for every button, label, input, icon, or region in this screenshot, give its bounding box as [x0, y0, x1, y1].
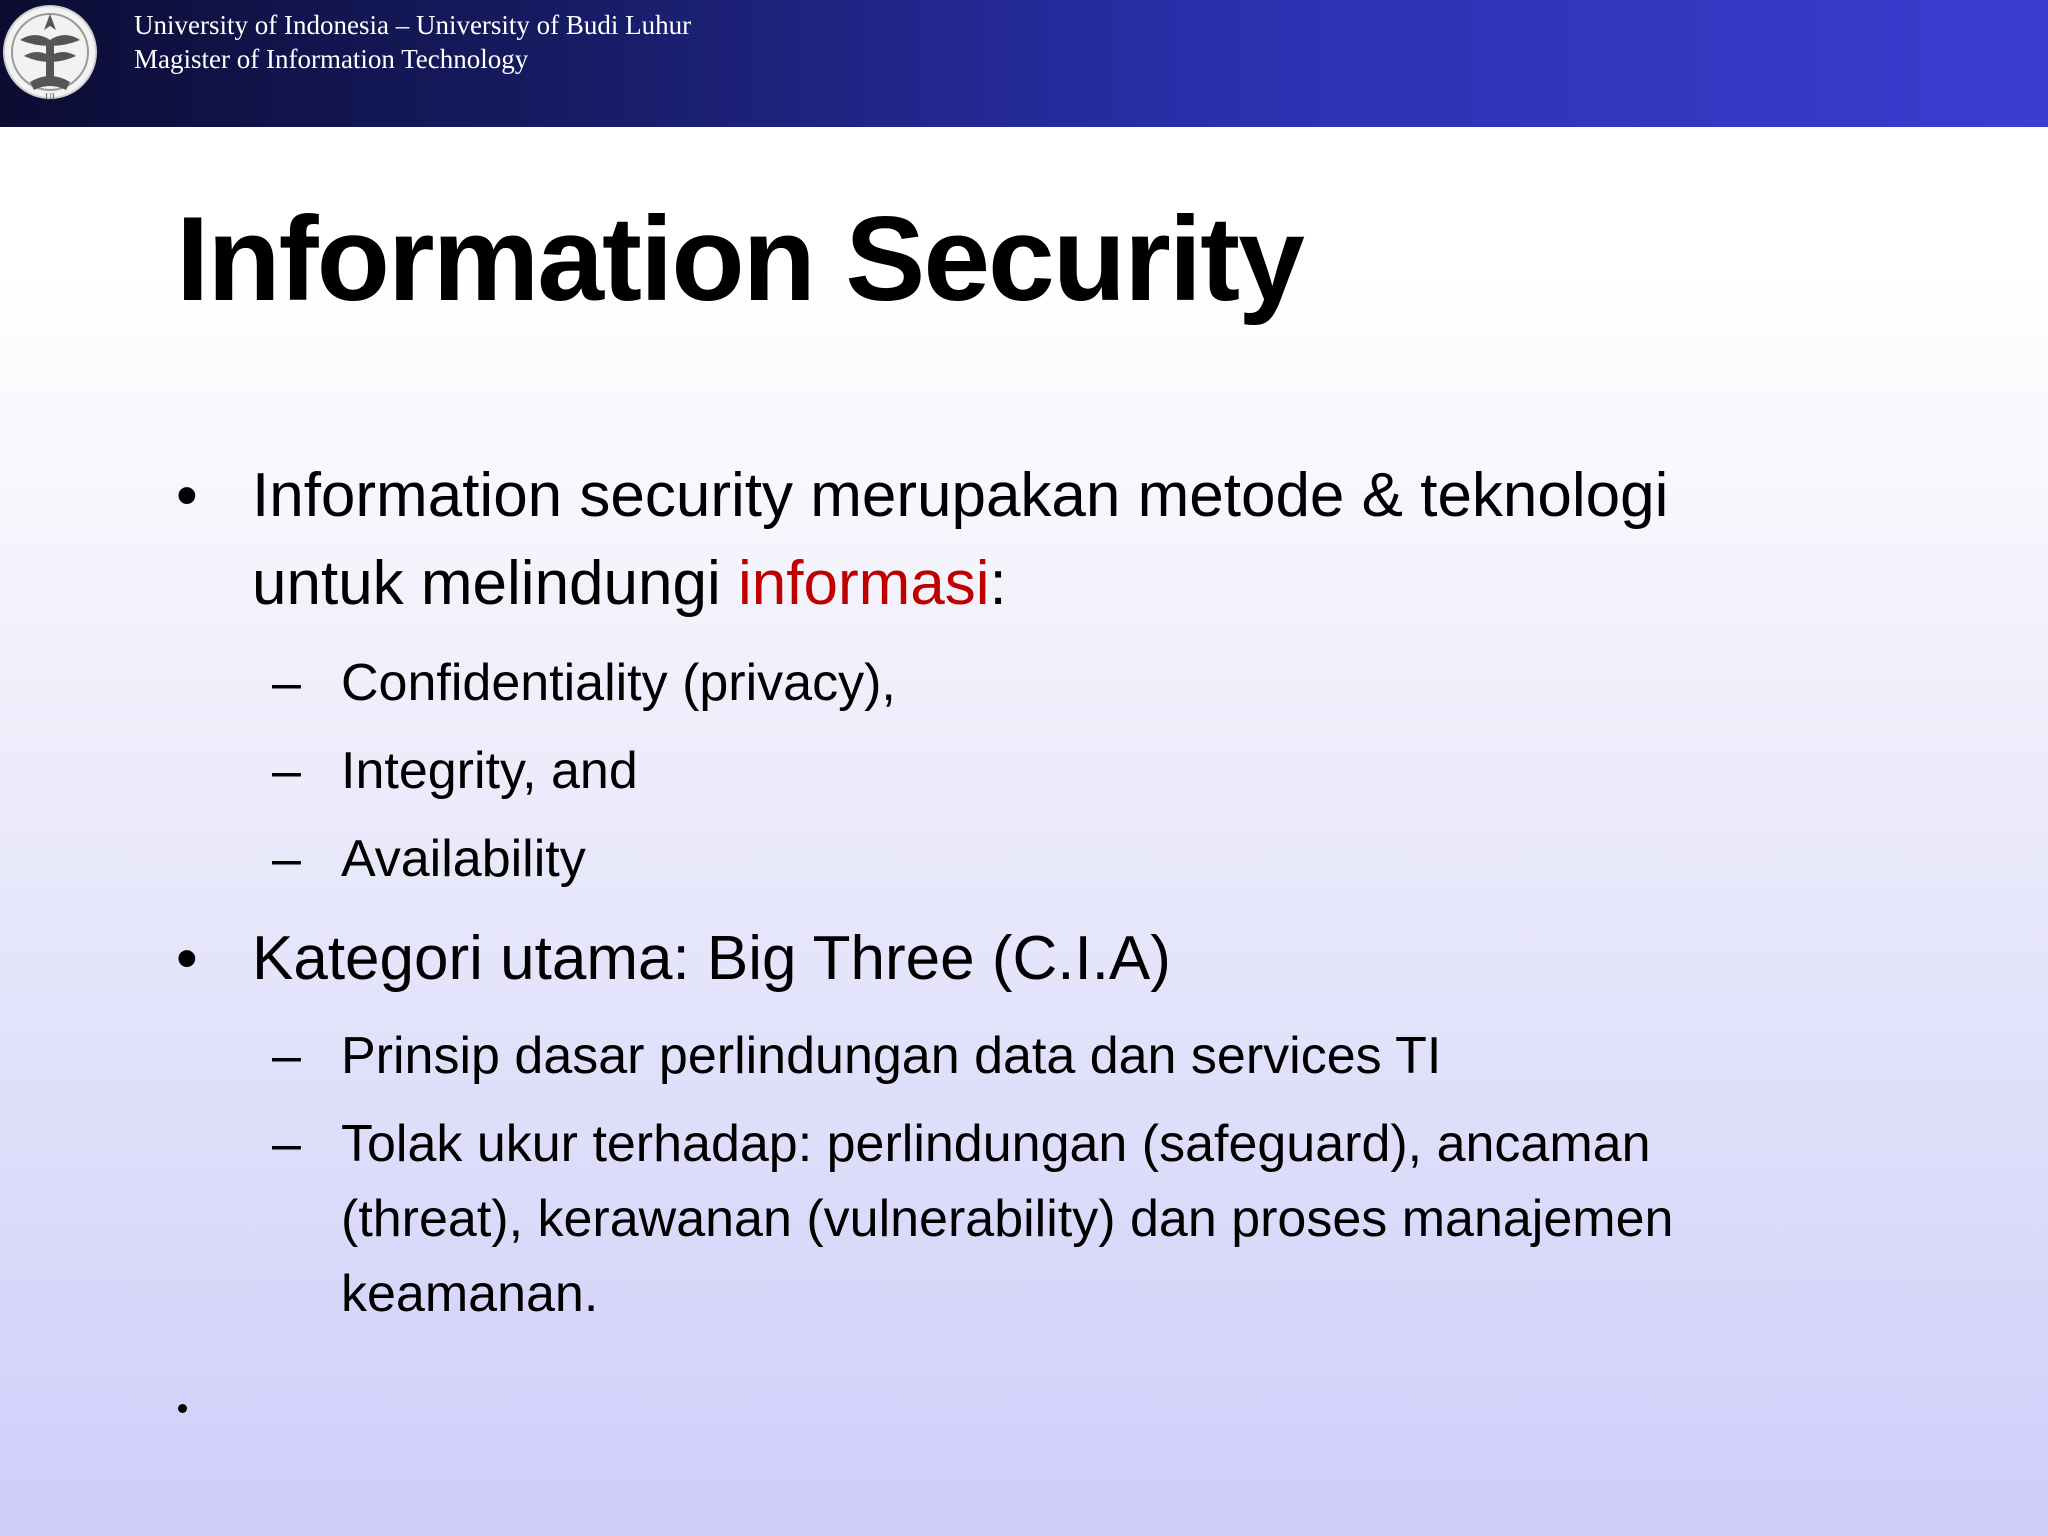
subitem-tolak-ukur-line-3: keamanan.: [341, 1265, 599, 1323]
highlight-informasi: informasi: [737, 549, 990, 618]
bullet-1-line-1: Information security merupakan metode & teknologi: [252, 461, 1669, 530]
subitem-marker: –: [272, 1027, 301, 1085]
subitem-marker: –: [272, 830, 301, 888]
slide-title: Information Security: [176, 192, 1303, 326]
header-program-line: Magister of Information Technology: [134, 44, 529, 74]
subitem-tolak-ukur-line-1: Tolak ukur terhadap: perlindungan (safeguard), ancaman: [341, 1115, 1651, 1173]
subitem-availability: Availability: [341, 830, 586, 888]
subitem-marker: –: [272, 1115, 301, 1173]
subitem-marker: –: [272, 742, 301, 800]
bullet-1-line-2: [252, 548, 1007, 619]
bullet-1-prefix: untuk melindungi: [252, 549, 738, 618]
bullet-2-line-1: Kategori utama: Big Three (C.I.A): [252, 924, 1171, 993]
bullet-marker: •: [176, 924, 198, 993]
bullet-1-suffix: :: [989, 549, 1007, 618]
subitem-prinsip-dasar: Prinsip dasar perlindungan data dan services TI: [341, 1027, 1442, 1085]
subitem-marker: –: [272, 654, 301, 712]
empty-bullet-dot: [178, 1404, 187, 1413]
subitem-tolak-ukur-line-2: (threat), kerawanan (vulnerability) dan proses manajemen: [341, 1190, 1674, 1248]
subitem-confidentiality: Confidentiality (privacy),: [341, 654, 896, 712]
header-university-line: University of Indonesia – University of Budi Luhur: [134, 10, 692, 40]
bullet-marker: •: [176, 461, 198, 530]
svg-text:UI: UI: [45, 92, 55, 102]
subitem-integrity: Integrity, and: [341, 742, 638, 800]
